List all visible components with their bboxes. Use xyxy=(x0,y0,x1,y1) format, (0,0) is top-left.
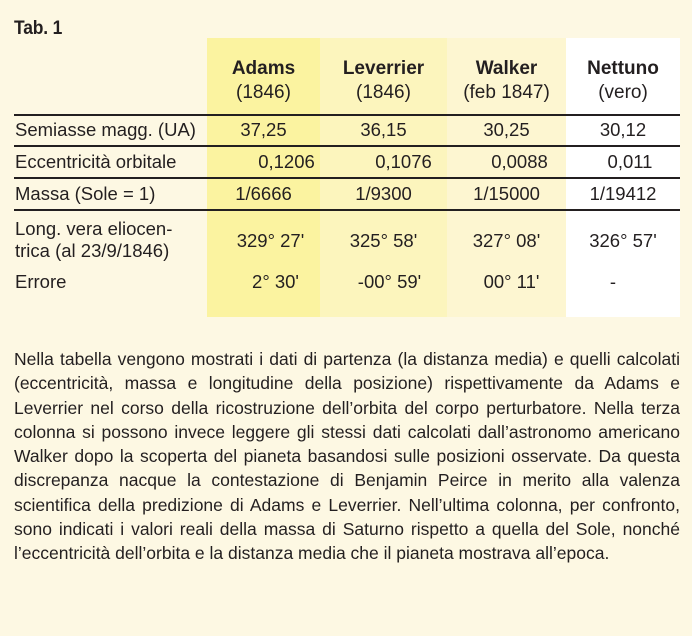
cell-adams-errore: 2° 30' xyxy=(252,271,299,292)
cell-nettuno-longitudine: 326° 57' xyxy=(589,230,657,251)
header-walker: Walker (feb 1847) xyxy=(463,58,550,103)
cell-adams-longitudine: 329° 27' xyxy=(236,230,305,251)
cell-nettuno-semiasse: 30,12 xyxy=(599,119,647,140)
row-divider xyxy=(14,209,680,211)
cell-leverrier-massa: 1/9300 xyxy=(355,183,412,204)
cell-leverrier-eccentricita: 0,1076 xyxy=(375,151,432,172)
cell-leverrier-longitudine: 325° 58' xyxy=(349,230,418,251)
cell-adams-massa: 1/6666 xyxy=(235,183,292,204)
header-adams: Adams (1846) xyxy=(231,58,296,103)
row-label-longitudine: Long. vera eliocen- trica (al 23/9/1846) xyxy=(15,218,173,261)
cell-adams-semiasse: 37,25 xyxy=(240,119,287,140)
cell-leverrier-errore: -00° 59' xyxy=(357,271,422,292)
row-label-massa: Massa (Sole = 1) xyxy=(15,183,156,204)
cell-walker-semiasse: 30,25 xyxy=(483,119,530,140)
row-divider xyxy=(14,177,680,179)
cell-adams-eccentricita: 0,1206 xyxy=(258,151,315,172)
row-label-errore: Errore xyxy=(15,271,67,292)
row-divider xyxy=(14,114,680,116)
cell-leverrier-semiasse: 36,15 xyxy=(360,119,407,140)
header-leverrier: Leverrier (1846) xyxy=(342,58,425,103)
cell-walker-massa: 1/15000 xyxy=(473,183,540,204)
header-nettuno: Nettuno (vero) xyxy=(587,58,659,103)
row-label-semiasse: Semiasse magg. (UA) xyxy=(15,119,196,140)
cell-walker-longitudine: 327° 08' xyxy=(472,230,541,251)
cell-nettuno-eccentricita: 0,011 xyxy=(607,151,653,172)
cell-nettuno-massa: 1/19412 xyxy=(589,183,657,204)
cell-walker-errore: 00° 11' xyxy=(483,271,540,292)
row-label-eccentricita: Eccentricità orbitale xyxy=(15,151,177,172)
row-divider xyxy=(14,145,680,147)
cell-walker-eccentricita: 0,0088 xyxy=(491,151,548,172)
table-title: Tab. 1 xyxy=(14,18,63,39)
table-caption: Nella tabella vengono mostrati i dati di partenza (la distanza media) e quelli calcolati (eccentricità, massa e longitudine della posizione) rispettivamente da Adams e Leverrier nel corso della ricostruzione dell’orbita del corpo perturbatore. Nella terza colonna si possono invece leggere gli stessi dati calcolati dall’astronomo americano Walker dopo la scoperta del pianeta basandosi sulle posizioni osservate. Da questa discrepanza nacque la contestazione di Benjamin Peirce in merito alla valenza scientifica della predizione di Adams e Leverrier. Nell’ultima colonna, per confronto, sono indicati i valori reali della massa di Saturno rispetto a quella del Sole, nonché l’eccentricità dell’orbita e la distanza media che il pianeta mostrava all’epoca. xyxy=(14,349,680,564)
cell-nettuno-errore: - xyxy=(609,271,617,292)
